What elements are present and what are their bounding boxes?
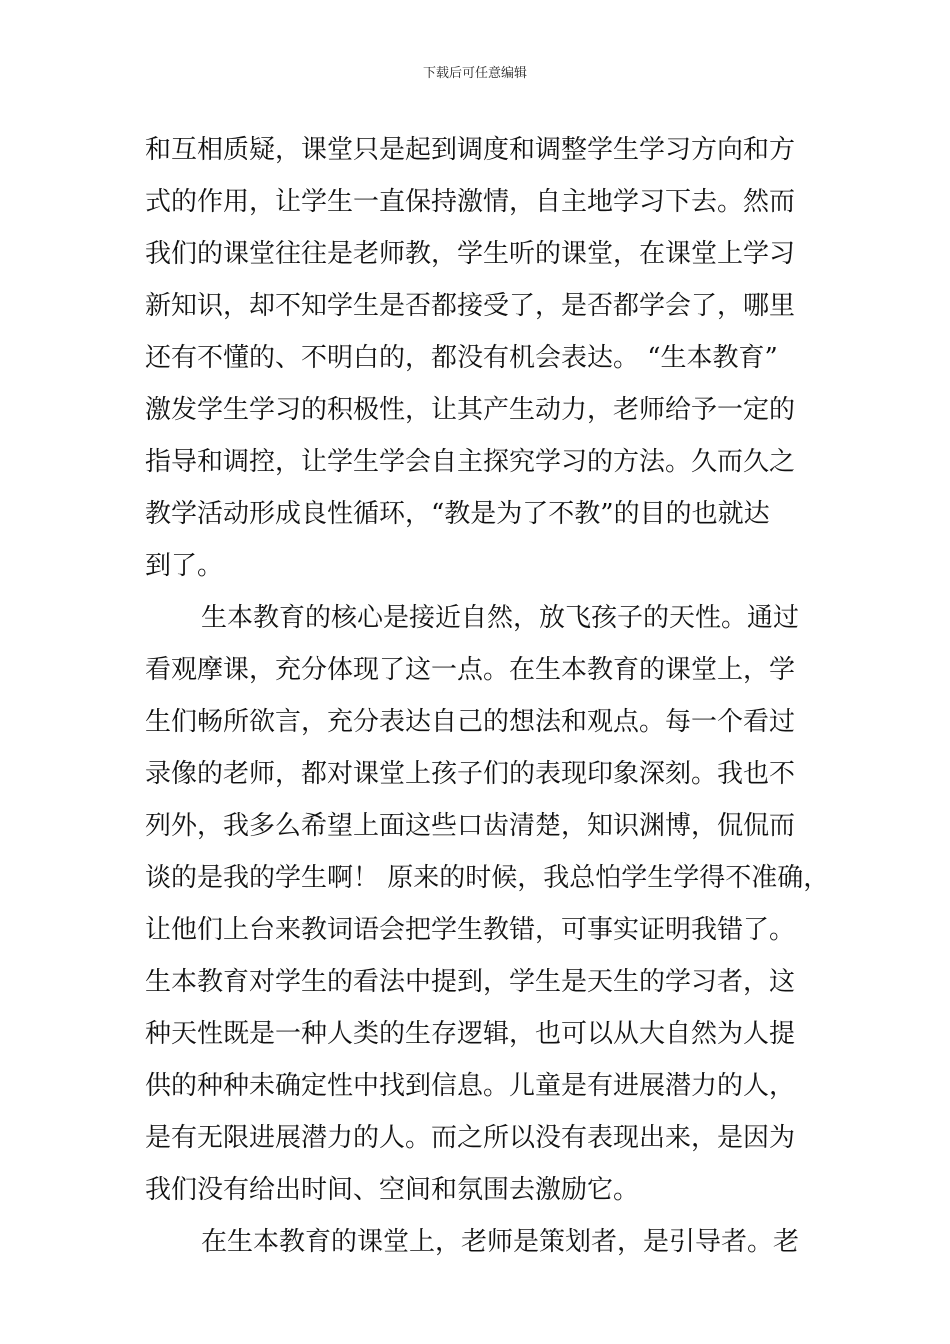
text-line: 我们没有给出时间、空间和氛围去激励它。	[145, 1175, 640, 1205]
document-body	[145, 124, 830, 1268]
text-line: 谈的是我的学生啊！ 原来的时候，我总怕学生学得不准确，	[145, 863, 830, 893]
text-line: 生本教育的核心是接近自然，放飞孩子的天性。通过	[201, 603, 800, 633]
text-line: 新知识，却不知学生是否都接受了，是否都学会了，哪里	[145, 291, 796, 321]
text-line: 生们畅所欲言，充分表达自己的想法和观点。每一个看过	[145, 707, 796, 737]
text-line: 让他们上台来教词语会把学生教错，可事实证明我错了。	[145, 915, 796, 945]
text-line: 录像的老师，都对课堂上孩子们的表现印象深刻。我也不	[145, 759, 796, 789]
text-line: 供的种种未确定性中找到信息。儿童是有进展潜力的人，	[145, 1071, 796, 1101]
text-line: 在生本教育的课堂上，老师是策划者，是引导者。老	[201, 1227, 800, 1257]
paragraph-2	[145, 592, 830, 1216]
text-line: 生本教育对学生的看法中提到，学生是天生的学习者，这	[145, 967, 796, 997]
text-line: 和互相质疑，课堂只是起到调度和调整学生学习方向和方	[145, 135, 796, 165]
paragraph-1	[145, 124, 825, 592]
text-line: 式的作用，让学生一直保持激情，自主地学习下去。然而	[145, 187, 796, 217]
text-line: 还有不懂的、不明白的，都没有机会表达。 “生本教育”	[145, 343, 778, 373]
page-header: 下载后可任意编辑	[422, 66, 527, 81]
text-line: 教学活动形成良性循环，“教是为了不教”的目的也就达	[145, 499, 770, 529]
text-line: 是有无限进展潜力的人。而之所以没有表现出来，是因为	[145, 1123, 796, 1153]
text-line: 看观摩课，充分体现了这一点。在生本教育的课堂上，学	[145, 655, 796, 685]
paragraph-3	[145, 1216, 825, 1268]
text-line: 指导和调控，让学生学会自主探究学习的方法。久而久之	[145, 447, 796, 477]
text-line: 我们的课堂往往是老师教，学生听的课堂，在课堂上学习	[145, 239, 796, 269]
text-line: 种天性既是一种人类的生存逻辑，也可以从大自然为人提	[145, 1019, 796, 1049]
text-line: 到了。	[145, 551, 224, 581]
text-line: 激发学生学习的积极性，让其产生动力，老师给予一定的	[145, 395, 796, 425]
text-line: 列外，我多么希望上面这些口齿清楚，知识渊博，侃侃而	[145, 811, 796, 841]
